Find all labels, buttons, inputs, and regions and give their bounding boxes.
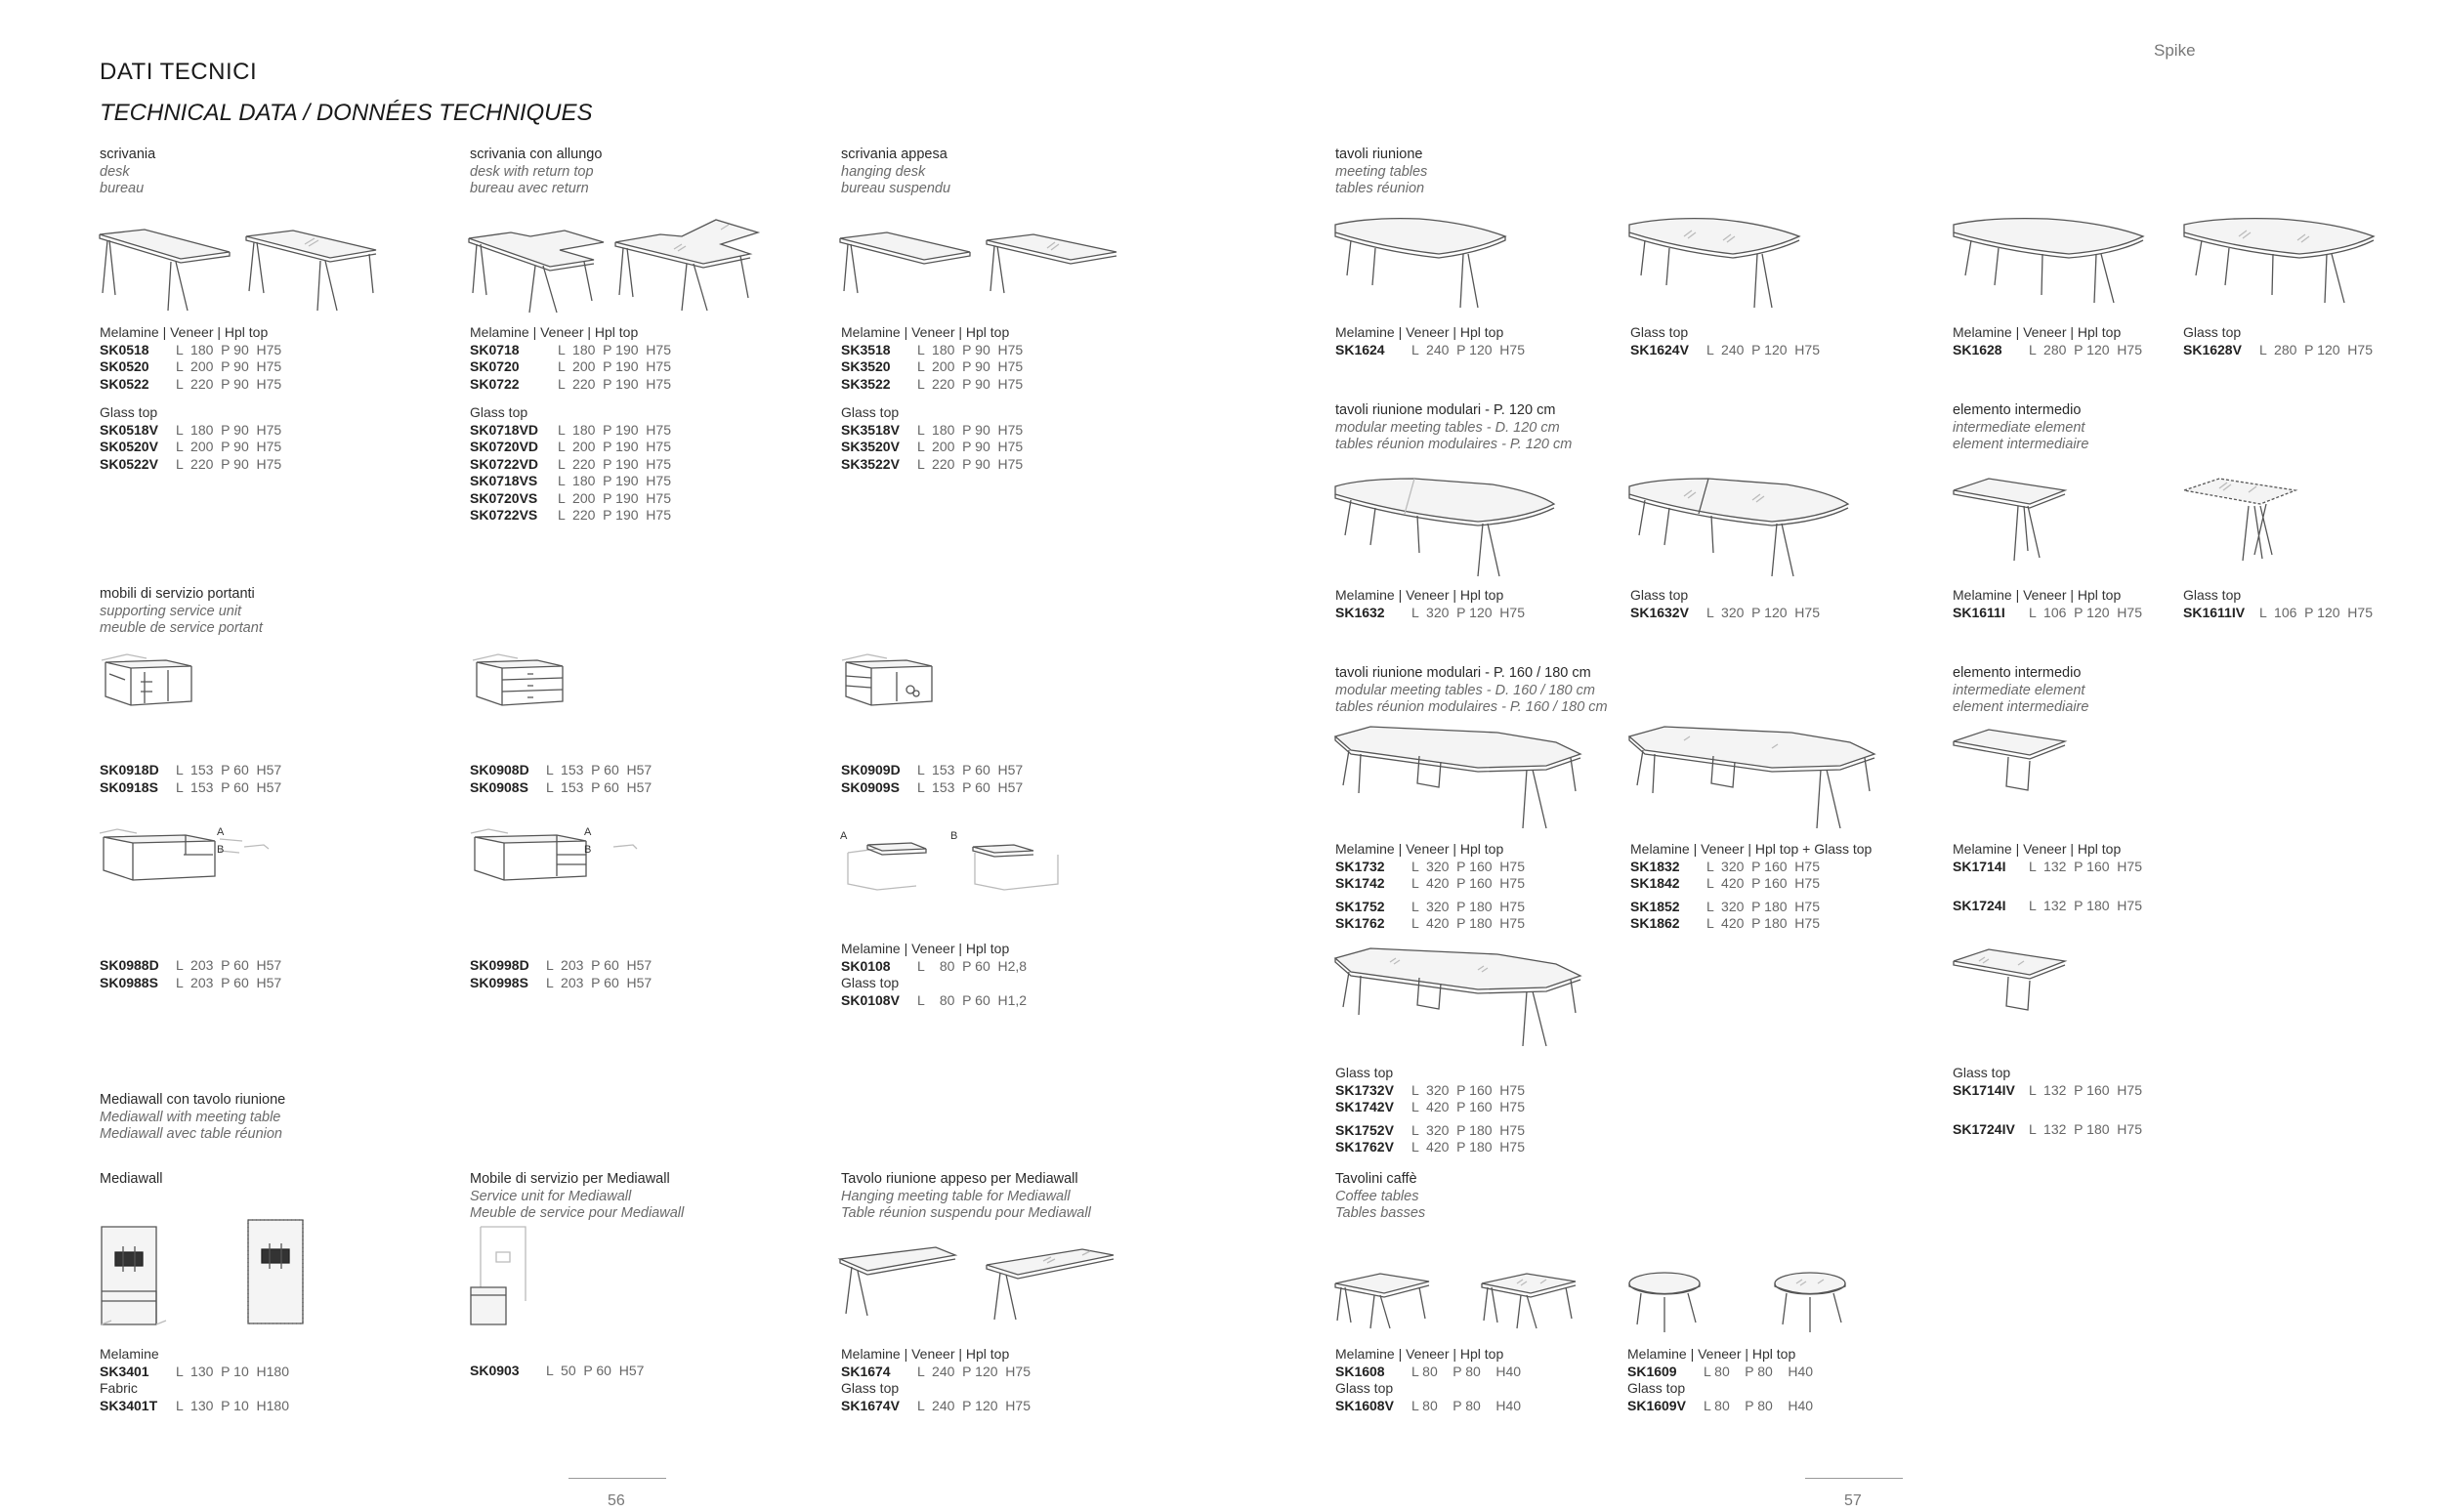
product-dimensions: L 132 P 160 H75 bbox=[2029, 858, 2142, 874]
hanging-desk-glass-drawing bbox=[985, 231, 1121, 299]
code-row bbox=[841, 958, 1027, 976]
meeting-1624-codes: Melamine | Veneer | Hpl top SK1624 L 240 P 120 H75 bbox=[1335, 324, 1525, 357]
coffee-1609-drawing bbox=[1625, 1270, 1723, 1338]
section-desk-return: scrivania con allungo desk with return top bureau avec return bbox=[470, 147, 603, 196]
code-row bbox=[841, 358, 1023, 376]
product-dimensions: L 240 P 120 H75 bbox=[1706, 341, 1820, 357]
product-code: SK0718VD bbox=[470, 421, 539, 438]
product-code: SK0908S bbox=[470, 778, 528, 795]
intermediate-1714v-codes: Glass top SK1714IV L 132 P 160 H75 SK1724IV L 132 P 180 H75 bbox=[1953, 1065, 2142, 1137]
product-dimensions: L 153 P 60 H57 bbox=[917, 762, 1024, 777]
meeting-1624-drawing bbox=[1331, 215, 1512, 313]
intermediate-1611v-drawing bbox=[2180, 475, 2302, 567]
product-dimensions: L 220 P 90 H75 bbox=[917, 375, 1024, 392]
big-17-codes: Melamine | Veneer | Hpl top SK1732 L 320 P 160 H75 SK1742 L 420 P 160 H75 SK1752 L 320 P 180 H75 SK1762 L 420 P 180 H75 bbox=[1335, 841, 1525, 931]
product-dimensions: L 320 P 120 H75 bbox=[1706, 604, 1820, 620]
product-dimensions: L 320 P 160 H75 bbox=[1411, 858, 1525, 874]
code-row bbox=[100, 342, 281, 359]
code-row bbox=[1335, 605, 1525, 622]
service-0918-drawing bbox=[98, 652, 205, 716]
mediawall-service-codes bbox=[470, 1363, 644, 1380]
product-code: SK1611I bbox=[1953, 604, 2005, 620]
product-code: SK0988S bbox=[100, 974, 158, 990]
modular-1632v-drawing bbox=[1625, 475, 1855, 582]
meeting-1628v-drawing bbox=[2180, 215, 2380, 313]
modular-1632-drawing bbox=[1331, 475, 1561, 582]
code-row bbox=[100, 358, 281, 376]
product-code: SK0988D bbox=[100, 957, 159, 973]
product-code: SK1632 bbox=[1335, 604, 1385, 620]
code-row bbox=[841, 422, 1023, 440]
section-mediawall-table: Tavolo riunione appeso per Mediawall Hanging meeting table for Mediawall Table réunion suspendu pour Mediawall bbox=[841, 1171, 1091, 1221]
meeting-1624v-drawing bbox=[1625, 215, 1806, 313]
desk-codes: Melamine | Veneer | Hpl top SK0518 L 180 P 90 H75 SK0520 L 200 P 90 H75 SK0522 L 220 P 90 H75 Glass top SK0518V L 180 P 90 H75 SK0520V L 200 P 90 H75 SK0522V L 220 P 90 H75 bbox=[100, 324, 282, 472]
product-dimensions: L 203 P 60 H57 bbox=[546, 974, 653, 990]
code-row bbox=[470, 507, 671, 525]
intermediate-1714v-drawing bbox=[1950, 947, 2072, 1030]
product-dimensions: L 420 P 160 H75 bbox=[1706, 875, 1820, 891]
product-code: SK1624V bbox=[1630, 341, 1689, 357]
section-intermediate-2: elemento intermedio intermediate element element intermediaire bbox=[1953, 665, 2089, 715]
code-row bbox=[1630, 875, 1872, 893]
product-code: SK0722VD bbox=[470, 455, 539, 472]
product-code: SK3520 bbox=[841, 358, 891, 374]
code-row bbox=[841, 376, 1023, 394]
product-dimensions: L 130 P 10 H180 bbox=[176, 1363, 289, 1379]
product-dimensions: L 203 P 60 H57 bbox=[176, 957, 282, 973]
product-code: SK3518 bbox=[841, 341, 891, 357]
product-dimensions: L 80 P 80 H40 bbox=[1704, 1363, 1814, 1379]
svg-text:A: A bbox=[217, 826, 225, 838]
product-code: SK1632V bbox=[1630, 604, 1689, 620]
product-code: SK1832 bbox=[1630, 858, 1680, 874]
service-0909-drawing bbox=[838, 652, 946, 716]
code-row bbox=[470, 957, 652, 975]
product-code: SK1714IV bbox=[1953, 1081, 2015, 1098]
code-row bbox=[1630, 915, 1872, 933]
product-code: SK0998D bbox=[470, 957, 529, 973]
product-code: SK1762V bbox=[1335, 1139, 1394, 1155]
coffee-1608-drawing bbox=[1331, 1270, 1439, 1333]
service-0998-codes bbox=[470, 957, 652, 991]
product-dimensions: L 240 P 120 H75 bbox=[1411, 341, 1525, 357]
product-code: SK1674 bbox=[841, 1363, 891, 1379]
mediawall-table-drawing bbox=[838, 1245, 975, 1323]
code-row bbox=[470, 439, 671, 456]
product-dimensions: L 80 P 80 H40 bbox=[1704, 1397, 1814, 1413]
code-row bbox=[470, 422, 671, 440]
product-dimensions: L 240 P 120 H75 bbox=[917, 1363, 1031, 1379]
product-code: SK0520 bbox=[100, 358, 149, 374]
code-row bbox=[470, 358, 671, 376]
code-row bbox=[1335, 1099, 1525, 1116]
product-dimensions: L 132 P 160 H75 bbox=[2029, 1081, 2142, 1098]
code-row bbox=[1335, 875, 1525, 893]
code-row bbox=[841, 1398, 1031, 1415]
code-row bbox=[1953, 1082, 2142, 1100]
coffee-1609v-drawing bbox=[1771, 1270, 1869, 1338]
page-number-right: 57 bbox=[1844, 1492, 1862, 1509]
code-row bbox=[841, 762, 1023, 779]
intermediate-1611v-codes: Glass top SK1611IV L 106 P 120 H75 bbox=[2183, 587, 2373, 620]
product-code: SK1624 bbox=[1335, 341, 1385, 357]
product-code: SK1732V bbox=[1335, 1081, 1394, 1098]
product-dimensions: L 203 P 60 H57 bbox=[176, 974, 282, 990]
code-row bbox=[470, 473, 671, 490]
product-code: SK0522 bbox=[100, 375, 149, 392]
code-row bbox=[1630, 859, 1872, 876]
product-code: SK1752V bbox=[1335, 1121, 1394, 1138]
code-row bbox=[470, 975, 652, 992]
product-code: SK1608 bbox=[1335, 1363, 1385, 1379]
product-code: SK0520V bbox=[100, 439, 158, 454]
product-dimensions: L 320 P 120 H75 bbox=[1411, 604, 1525, 620]
coffee-1608v-drawing bbox=[1478, 1270, 1585, 1333]
desk-glass-drawing bbox=[244, 225, 381, 313]
code-row bbox=[2183, 342, 2373, 359]
svg-text:A: A bbox=[840, 830, 848, 842]
product-dimensions: L 153 P 60 H57 bbox=[176, 778, 282, 795]
code-row bbox=[1335, 1139, 1525, 1156]
product-code: SK0903 bbox=[470, 1363, 520, 1378]
product-dimensions: L 280 P 120 H75 bbox=[2259, 341, 2373, 357]
product-dimensions: L 220 P 90 H75 bbox=[917, 455, 1024, 472]
product-code: SK0718VS bbox=[470, 473, 538, 488]
code-row bbox=[1335, 1364, 1521, 1381]
product-dimensions: L 420 P 160 H75 bbox=[1411, 1099, 1525, 1114]
coffee-1609-codes: Melamine | Veneer | Hpl top SK1609 L 80 P 80 H40 Glass top SK1609V L 80 P 80 H40 bbox=[1627, 1346, 1814, 1413]
product-code: SK0908D bbox=[470, 762, 529, 777]
intermediate-1714-drawing bbox=[1950, 728, 2072, 816]
product-dimensions: L 200 P 90 H75 bbox=[917, 358, 1024, 374]
product-code: SK0720VS bbox=[470, 489, 538, 506]
page-rule-left bbox=[568, 1478, 666, 1479]
section-meeting-tables: tavoli riunione meeting tables tables réunion bbox=[1335, 147, 1428, 196]
section-intermediate-1: elemento intermedio intermediate element element intermediaire bbox=[1953, 402, 2089, 452]
product-code: SK1609V bbox=[1627, 1397, 1686, 1413]
page-subtitle: TECHNICAL DATA / DONNÉES TECHNIQUES bbox=[100, 100, 593, 126]
product-code: SK1852 bbox=[1630, 898, 1680, 914]
modular-1632-codes: Melamine | Veneer | Hpl top SK1632 L 320 P 120 H75 bbox=[1335, 587, 1525, 620]
brand-label: Spike bbox=[2154, 41, 2196, 60]
code-row bbox=[841, 992, 1027, 1010]
code-row bbox=[100, 1398, 289, 1415]
intermediate-1611-drawing bbox=[1950, 475, 2072, 567]
product-dimensions: L 320 P 180 H75 bbox=[1411, 898, 1525, 914]
page-title: DATI TECNICI bbox=[100, 59, 258, 85]
product-dimensions: L 180 P 190 H75 bbox=[558, 341, 671, 357]
product-dimensions: L 153 P 60 H57 bbox=[546, 778, 653, 795]
product-dimensions: L 220 P 90 H75 bbox=[176, 455, 282, 472]
section-mediawall: Mediawall con tavolo riunione Mediawall with meeting table Mediawall avec table réunion bbox=[100, 1092, 286, 1142]
code-row bbox=[841, 779, 1023, 797]
mediawall-service-drawing bbox=[467, 1223, 530, 1330]
meeting-1628v-codes: Glass top SK1628V L 280 P 120 H75 bbox=[2183, 324, 2373, 357]
product-code: SK1742V bbox=[1335, 1099, 1394, 1114]
product-code: SK0909D bbox=[841, 762, 901, 777]
code-row bbox=[100, 762, 281, 779]
product-code: SK1742 bbox=[1335, 875, 1385, 891]
svg-text:A: A bbox=[584, 826, 592, 838]
product-dimensions: L 320 P 180 H75 bbox=[1706, 898, 1820, 914]
product-dimensions: L 200 P 190 H75 bbox=[558, 489, 671, 506]
product-dimensions: L 200 P 90 H75 bbox=[917, 439, 1024, 454]
code-row bbox=[100, 975, 281, 992]
product-code: SK1752 bbox=[1335, 898, 1385, 914]
product-dimensions: L 203 P 60 H57 bbox=[546, 957, 653, 973]
product-dimensions: L 153 P 60 H57 bbox=[917, 778, 1024, 795]
code-row bbox=[1335, 342, 1525, 359]
product-code: SK0522V bbox=[100, 455, 158, 472]
code-row bbox=[100, 456, 281, 474]
top-0108-drawing bbox=[838, 825, 1073, 903]
meeting-1628-codes: Melamine | Veneer | Hpl top SK1628 L 280 P 120 H75 bbox=[1953, 324, 2142, 357]
code-row bbox=[1335, 899, 1525, 916]
product-code: SK1628 bbox=[1953, 341, 2002, 357]
code-row bbox=[100, 779, 281, 797]
code-row bbox=[470, 376, 671, 394]
product-dimensions: L 180 P 90 H75 bbox=[917, 341, 1024, 357]
coffee-1608-codes: Melamine | Veneer | Hpl top SK1608 L 80 P 80 H40 Glass top SK1608V L 80 P 80 H40 bbox=[1335, 1346, 1522, 1413]
product-code: SK1732 bbox=[1335, 858, 1385, 874]
product-dimensions: L 180 P 190 H75 bbox=[558, 421, 671, 438]
page-rule-right bbox=[1805, 1478, 1903, 1479]
code-row bbox=[1335, 1398, 1521, 1415]
code-row bbox=[841, 439, 1023, 456]
product-dimensions: L 200 P 190 H75 bbox=[558, 358, 671, 374]
meeting-1628-drawing bbox=[1950, 215, 2150, 313]
product-code: SK3522V bbox=[841, 455, 900, 472]
code-row bbox=[470, 342, 671, 359]
meeting-1624v-codes: Glass top SK1624V L 240 P 120 H75 bbox=[1630, 324, 1820, 357]
code-row bbox=[841, 342, 1023, 359]
page-number-left: 56 bbox=[608, 1492, 625, 1509]
code-row bbox=[1953, 1121, 2142, 1139]
product-dimensions: L 132 P 180 H75 bbox=[2029, 1121, 2142, 1137]
product-dimensions: L 132 P 180 H75 bbox=[2029, 898, 2142, 913]
code-row bbox=[1953, 342, 2142, 359]
product-dimensions: L 50 P 60 H57 bbox=[546, 1363, 645, 1378]
mediawall-codes: Melamine SK3401 L 130 P 10 H180 Fabric SK3401T L 130 P 10 H180 bbox=[100, 1346, 289, 1413]
code-row bbox=[1630, 342, 1820, 359]
product-dimensions: L 240 P 120 H75 bbox=[917, 1397, 1031, 1413]
product-code: SK1724I bbox=[1953, 898, 2006, 913]
product-code: SK1842 bbox=[1630, 875, 1680, 891]
product-dimensions: L 220 P 190 H75 bbox=[558, 455, 671, 472]
product-code: SK0108 bbox=[841, 957, 891, 974]
mediawall-fabric-drawing bbox=[244, 1216, 322, 1328]
desk-return-drawing bbox=[467, 223, 613, 315]
product-dimensions: L 80 P 60 H1,2 bbox=[917, 991, 1028, 1008]
product-dimensions: L 106 P 120 H75 bbox=[2259, 604, 2373, 620]
product-dimensions: L 320 P 160 H75 bbox=[1706, 858, 1820, 874]
product-dimensions: L 180 P 90 H75 bbox=[176, 341, 282, 357]
service-0918-codes bbox=[100, 762, 281, 796]
product-code: SK0918S bbox=[100, 778, 158, 795]
product-dimensions: L 106 P 120 H75 bbox=[2029, 604, 2142, 620]
product-code: SK3401T bbox=[100, 1397, 158, 1413]
hanging-desk-drawing bbox=[838, 231, 975, 299]
product-code: SK3520V bbox=[841, 439, 900, 454]
intermediate-1611-codes: Melamine | Veneer | Hpl top SK1611I L 106 P 120 H75 bbox=[1953, 587, 2142, 620]
code-row bbox=[1953, 605, 2142, 622]
product-dimensions: L 80 P 60 H2,8 bbox=[917, 957, 1028, 974]
top-0108-codes: Melamine | Veneer | Hpl top SK0108 L 80 P 60 H2,8 Glass top SK0108V L 80 P 60 H1,2 bbox=[841, 941, 1028, 1008]
big-18-drawing bbox=[1625, 723, 1884, 835]
section-modular-120: tavoli riunione modulari - P. 120 cm modular meeting tables - D. 120 cm tables réunion modulaires - P. 120 cm bbox=[1335, 402, 1573, 452]
product-code: SK3518V bbox=[841, 421, 900, 438]
product-dimensions: L 153 P 60 H57 bbox=[546, 762, 653, 777]
code-row bbox=[1627, 1398, 1813, 1415]
code-row bbox=[2183, 605, 2373, 622]
product-code: SK1611IV bbox=[2183, 604, 2246, 620]
section-mediawall-sub: Mediawall bbox=[100, 1171, 163, 1187]
product-code: SK0718 bbox=[470, 341, 520, 357]
product-code: SK0998S bbox=[470, 974, 528, 990]
code-row bbox=[470, 1363, 644, 1380]
product-code: SK0720 bbox=[470, 358, 520, 374]
product-dimensions: L 220 P 190 H75 bbox=[558, 375, 671, 392]
service-0909-codes bbox=[841, 762, 1023, 796]
product-code: SK1674V bbox=[841, 1397, 900, 1413]
service-0908-drawing bbox=[469, 652, 576, 716]
product-dimensions: L 420 P 160 H75 bbox=[1411, 875, 1525, 891]
mediawall-table-glass-drawing bbox=[985, 1245, 1121, 1323]
product-code: SK0722VS bbox=[470, 507, 538, 523]
code-row bbox=[100, 422, 281, 440]
product-code: SK0518 bbox=[100, 341, 149, 357]
section-coffee-tables: Tavolini caffè Coffee tables Tables basses bbox=[1335, 1171, 1426, 1221]
product-code: SK0722 bbox=[470, 375, 520, 392]
code-row bbox=[1335, 1122, 1525, 1140]
mediawall-drawing bbox=[98, 1223, 176, 1330]
product-code: SK1609 bbox=[1627, 1363, 1677, 1379]
service-0988-drawing bbox=[98, 825, 274, 894]
svg-text:B: B bbox=[584, 844, 592, 856]
section-desk: scrivania desk bureau bbox=[100, 147, 156, 196]
product-dimensions: L 420 P 180 H75 bbox=[1411, 915, 1525, 931]
code-row bbox=[100, 957, 281, 975]
desk-return-glass-drawing bbox=[613, 215, 760, 313]
code-row bbox=[470, 456, 671, 474]
product-code: SK1724IV bbox=[1953, 1121, 2015, 1137]
product-dimensions: L 130 P 10 H180 bbox=[176, 1397, 289, 1413]
product-dimensions: L 180 P 90 H75 bbox=[176, 421, 282, 438]
code-row bbox=[1335, 915, 1525, 933]
product-code: SK0108V bbox=[841, 991, 900, 1008]
code-row bbox=[1630, 605, 1820, 622]
product-dimensions: L 200 P 190 H75 bbox=[558, 439, 671, 454]
big-glass-codes: Glass top SK1732V L 320 P 160 H75 SK1742V L 420 P 160 H75 SK1752V L 320 P 180 H75 SK1762V L 420 P 180 H75 bbox=[1335, 1065, 1525, 1155]
hanging-desk-codes: Melamine | Veneer | Hpl top SK3518 L 180 P 90 H75 SK3520 L 200 P 90 H75 SK3522 L 220 P 90 H75 Glass top SK3518V L 180 P 90 H75 SK3520V L 200 P 90 H75 SK3522V L 220 P 90 H75 bbox=[841, 324, 1024, 472]
code-row bbox=[470, 779, 652, 797]
product-code: SK0518V bbox=[100, 421, 158, 438]
product-code: SK1762 bbox=[1335, 915, 1385, 931]
service-0998-drawing bbox=[469, 825, 645, 894]
desk-return-codes: Melamine | Veneer | Hpl top SK0718 L 180 P 190 H75 SK0720 L 200 P 190 H75 SK0722 L 220 P 190 H75 Glass top SK0718VD L 180 P 190 H75 SK0720VD L 200 P 190 H75 SK0722VD L 220 P 190 H75 SK0718VS L 180 P 190 H75 SK0720VS L 200 P 190 H75 SK0722VS L 220 P 190 H75 bbox=[470, 324, 671, 523]
product-dimensions: L 80 P 80 H40 bbox=[1411, 1397, 1522, 1413]
product-dimensions: L 280 P 120 H75 bbox=[2029, 341, 2142, 357]
product-dimensions: L 153 P 60 H57 bbox=[176, 762, 282, 777]
product-dimensions: L 200 P 90 H75 bbox=[176, 439, 282, 454]
product-code: SK3522 bbox=[841, 375, 891, 392]
code-row bbox=[1953, 898, 2142, 915]
product-dimensions: L 180 P 90 H75 bbox=[917, 421, 1024, 438]
product-dimensions: L 420 P 180 H75 bbox=[1706, 915, 1820, 931]
product-dimensions: L 80 P 80 H40 bbox=[1411, 1363, 1522, 1379]
product-dimensions: L 320 P 160 H75 bbox=[1411, 1081, 1525, 1098]
code-row bbox=[841, 456, 1023, 474]
code-row bbox=[1627, 1364, 1813, 1381]
big-18-codes: Melamine | Veneer | Hpl top + Glass top SK1832 L 320 P 160 H75 SK1842 L 420 P 160 H75 SK1852 L 320 P 180 H75 SK1862 L 420 P 180 H75 bbox=[1630, 841, 1873, 931]
code-row bbox=[470, 490, 671, 508]
product-code: SK3401 bbox=[100, 1363, 149, 1379]
service-0908-codes bbox=[470, 762, 652, 796]
code-row bbox=[100, 376, 281, 394]
big-17-drawing bbox=[1331, 723, 1590, 835]
product-dimensions: L 220 P 190 H75 bbox=[558, 507, 671, 523]
svg-text:B: B bbox=[217, 844, 225, 856]
product-dimensions: L 200 P 90 H75 bbox=[176, 358, 282, 374]
section-modular-160: tavoli riunione modulari - P. 160 / 180 cm modular meeting tables - D. 160 / 180 cm tables réunion modulaires - P. 160 / 180 cm bbox=[1335, 665, 1608, 715]
product-dimensions: L 180 P 190 H75 bbox=[558, 473, 671, 488]
code-row bbox=[1953, 859, 2142, 876]
product-code: SK0909S bbox=[841, 778, 900, 795]
product-dimensions: L 420 P 180 H75 bbox=[1411, 1139, 1525, 1155]
code-row bbox=[841, 1364, 1031, 1381]
product-code: SK0720VD bbox=[470, 439, 539, 454]
modular-1632v-codes: Glass top SK1632V L 320 P 120 H75 bbox=[1630, 587, 1820, 620]
code-row bbox=[1335, 1082, 1525, 1100]
code-row bbox=[470, 762, 652, 779]
product-code: SK0918D bbox=[100, 762, 159, 777]
product-code: SK1714I bbox=[1953, 858, 2006, 874]
section-service-unit: mobili di servizio portanti supporting service unit meuble de service portant bbox=[100, 586, 263, 636]
product-dimensions: L 220 P 90 H75 bbox=[176, 375, 282, 392]
desk-drawing bbox=[98, 225, 234, 313]
code-row bbox=[100, 1364, 289, 1381]
service-0988-codes bbox=[100, 957, 281, 991]
mediawall-table-codes: Melamine | Veneer | Hpl top SK1674 L 240 P 120 H75 Glass top SK1674V L 240 P 120 H75 bbox=[841, 1346, 1031, 1413]
big-glass-drawing bbox=[1331, 945, 1590, 1052]
code-row bbox=[100, 439, 281, 456]
intermediate-1714-codes: Melamine | Veneer | Hpl top SK1714I L 132 P 160 H75 SK1724I L 132 P 180 H75 bbox=[1953, 841, 2142, 913]
code-row bbox=[1335, 859, 1525, 876]
product-dimensions: L 320 P 180 H75 bbox=[1411, 1121, 1525, 1138]
product-code: SK1608V bbox=[1335, 1397, 1394, 1413]
svg-text:B: B bbox=[950, 830, 958, 842]
product-code: SK1862 bbox=[1630, 915, 1680, 931]
product-code: SK1628V bbox=[2183, 341, 2242, 357]
section-mediawall-service: Mobile di servizio per Mediawall Service unit for Mediawall Meuble de service pour Mediawall bbox=[470, 1171, 685, 1221]
section-hanging-desk: scrivania appesa hanging desk bureau suspendu bbox=[841, 147, 951, 196]
code-row bbox=[1630, 899, 1872, 916]
